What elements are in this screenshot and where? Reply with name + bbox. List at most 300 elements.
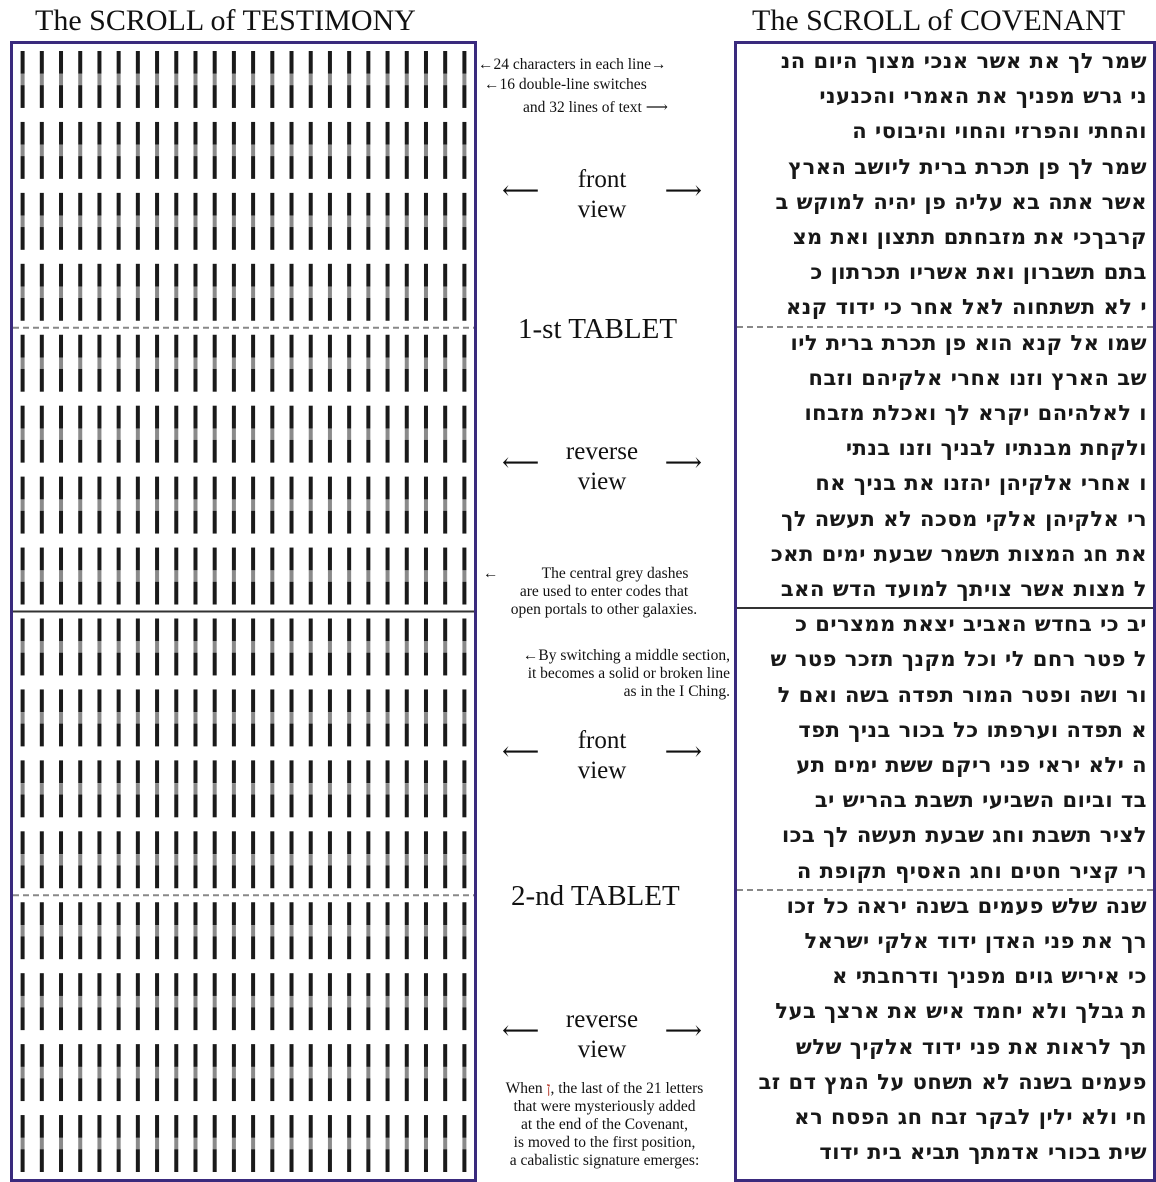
switch-grey-dash — [97, 783, 101, 794]
switch-bar — [59, 902, 63, 925]
switch-grey-dash — [40, 358, 44, 369]
switch-bar — [386, 973, 390, 996]
note-lines — [523, 99, 668, 117]
switch-bar — [232, 477, 236, 500]
switch-bar — [443, 227, 447, 250]
switch-bar — [251, 831, 255, 854]
switch-grey-dash — [328, 1138, 332, 1149]
switch-grey-dash — [174, 1067, 178, 1078]
switch-grey-dash — [40, 1138, 44, 1149]
switch-bar — [328, 902, 332, 925]
switch-grey-dash — [328, 145, 332, 156]
switch-grey-dash — [40, 783, 44, 794]
switch-grey-dash — [386, 1138, 390, 1149]
switch-bar — [251, 973, 255, 996]
switch-grey-dash — [174, 216, 178, 227]
switch-bar — [117, 548, 121, 571]
switch-grey-dash — [462, 499, 466, 510]
switch-bar — [232, 440, 236, 463]
switch-grey-dash — [155, 783, 159, 794]
switch-bar — [78, 1149, 82, 1172]
switch-bar — [366, 653, 370, 676]
switch-bar — [443, 760, 447, 783]
switch-bar — [290, 831, 294, 854]
switch-grey-dash — [386, 499, 390, 510]
switch-bar — [78, 724, 82, 747]
note-characters — [478, 56, 667, 74]
switch-bar — [270, 653, 274, 676]
switch-bar — [290, 1115, 294, 1138]
switch-bar — [328, 1115, 332, 1138]
switch-bar — [21, 760, 25, 783]
switch-grey-dash — [270, 145, 274, 156]
switch-bar — [59, 298, 63, 321]
switch-bar — [40, 936, 44, 959]
switch-bar — [40, 619, 44, 642]
switch-bar — [386, 1044, 390, 1067]
switch-grey-dash — [40, 925, 44, 936]
switch-bar — [328, 298, 332, 321]
switch-bar — [40, 795, 44, 818]
switch-grey-dash — [21, 925, 25, 936]
switch-bar — [462, 865, 466, 888]
switch-bar — [251, 689, 255, 712]
switch-bar — [213, 335, 217, 358]
switch-bar — [328, 1078, 332, 1101]
switch-bar — [366, 865, 370, 888]
switch-bar — [462, 619, 466, 642]
switch-bar — [347, 1115, 351, 1138]
switch-bar — [59, 865, 63, 888]
switch-bar — [462, 264, 466, 287]
switch-bar — [136, 369, 140, 392]
switch-bar — [78, 1115, 82, 1138]
switch-bar — [59, 335, 63, 358]
switch-bar — [232, 156, 236, 179]
switch-bar — [328, 156, 332, 179]
switch-bar — [97, 760, 101, 783]
switch-bar — [117, 122, 121, 145]
switch-bar — [347, 724, 351, 747]
switch-bar — [270, 936, 274, 959]
switch-bar — [366, 156, 370, 179]
switch-bar — [462, 1078, 466, 1101]
switch-bar — [290, 264, 294, 287]
switch-grey-dash — [117, 74, 121, 85]
switch-bar — [290, 85, 294, 108]
switch-grey-dash — [347, 499, 351, 510]
switch-grey-dash — [78, 712, 82, 723]
switch-grey-dash — [40, 570, 44, 581]
switch-grey-dash — [309, 358, 313, 369]
switch-bar — [155, 335, 159, 358]
view-word: view — [577, 196, 627, 223]
switch-bar — [270, 582, 274, 605]
switch-bar — [232, 1115, 236, 1138]
switch-bar — [424, 85, 428, 108]
switch-grey-dash — [290, 641, 294, 652]
covenant-text-line: בד וביום השביעי תשבת בהריש יב — [814, 788, 1147, 813]
switch-bar — [347, 1044, 351, 1067]
switch-grey-dash — [328, 996, 332, 1007]
switch-bar — [97, 1044, 101, 1067]
switch-grey-dash — [97, 358, 101, 369]
switch-grey-dash — [405, 499, 409, 510]
switch-bar — [232, 511, 236, 534]
switch-bar — [290, 795, 294, 818]
switch-bar — [97, 936, 101, 959]
switch-grey-dash — [328, 74, 332, 85]
switch-grey-dash — [405, 74, 409, 85]
switch-bar — [155, 653, 159, 676]
switch-bar — [193, 724, 197, 747]
switch-bar — [78, 511, 82, 534]
switch-bar — [136, 511, 140, 534]
switch-grey-dash — [251, 783, 255, 794]
switch-bar — [174, 1007, 178, 1030]
switch-bar — [78, 902, 82, 925]
switch-bar — [386, 902, 390, 925]
switch-bar — [136, 51, 140, 74]
switch-bar — [136, 1115, 140, 1138]
switch-bar — [347, 298, 351, 321]
switch-bar — [309, 1044, 313, 1067]
switch-grey-dash — [462, 641, 466, 652]
switch-bar — [21, 440, 25, 463]
switch-bar — [193, 298, 197, 321]
switch-bar — [290, 477, 294, 500]
switch-grey-dash — [59, 783, 63, 794]
switch-grey-dash — [21, 216, 25, 227]
switch-bar — [462, 227, 466, 250]
switch-bar — [366, 298, 370, 321]
switch-grey-dash — [59, 712, 63, 723]
switch-bar — [424, 511, 428, 534]
switch-grey-dash — [136, 358, 140, 369]
switch-grey-dash — [462, 712, 466, 723]
switch-bar — [21, 724, 25, 747]
switch-bar — [366, 264, 370, 287]
switch-grey-dash — [21, 712, 25, 723]
switch-grey-dash — [347, 925, 351, 936]
switch-bar — [462, 193, 466, 216]
switch-grey-dash — [328, 1067, 332, 1078]
switch-grey-dash — [97, 641, 101, 652]
switch-grey-dash — [462, 216, 466, 227]
switch-grey-dash — [424, 712, 428, 723]
switch-bar — [232, 689, 236, 712]
switch-bar — [97, 156, 101, 179]
covenant-text-line: ל מצות אשר צויתך למועד הדש האב — [780, 577, 1147, 601]
switch-bar — [136, 193, 140, 216]
covenant-text-line: כי איריש גוים מפניך ודרחבתי א — [832, 964, 1147, 989]
switch-bar — [405, 85, 409, 108]
switch-grey-dash — [97, 996, 101, 1007]
switch-bar — [328, 264, 332, 287]
switch-bar — [366, 760, 370, 783]
switch-bar — [424, 51, 428, 74]
switch-bar — [424, 865, 428, 888]
switch-bar — [193, 264, 197, 287]
switch-bar — [251, 156, 255, 179]
switch-grey-dash — [193, 74, 197, 85]
switch-grey-dash — [424, 1067, 428, 1078]
switch-bar — [347, 936, 351, 959]
switch-bar — [97, 440, 101, 463]
switch-bar — [40, 724, 44, 747]
switch-bar — [193, 51, 197, 74]
switch-bar — [251, 1044, 255, 1067]
switch-grey-dash — [136, 570, 140, 581]
switch-bar — [213, 689, 217, 712]
switch-bar — [40, 548, 44, 571]
switch-bar — [328, 689, 332, 712]
switch-bar — [443, 582, 447, 605]
switch-bar — [193, 440, 197, 463]
switch-bar — [78, 760, 82, 783]
switch-grey-dash — [405, 428, 409, 439]
covenant-text-line: רי קציר חטים וחג האסיף תקופת ה — [796, 858, 1147, 883]
switch-bar — [462, 724, 466, 747]
switch-bar — [40, 902, 44, 925]
switch-bar — [366, 936, 370, 959]
switch-bar — [347, 795, 351, 818]
switch-grey-dash — [21, 74, 25, 85]
covenant-text-line: י לא תשתחוה לאל אחר כי ידוד קנא — [785, 295, 1147, 320]
switch-bar — [309, 193, 313, 216]
switch-grey-dash — [155, 1138, 159, 1149]
right-arrow-icon: ⟶ — [645, 99, 668, 116]
switch-grey-dash — [40, 499, 44, 510]
switch-grey-dash — [270, 1138, 274, 1149]
switch-grey-dash — [21, 854, 25, 865]
switch-bar — [251, 653, 255, 676]
switch-bar — [443, 122, 447, 145]
switch-grey-dash — [174, 854, 178, 865]
switch-bar — [97, 795, 101, 818]
switch-bar — [309, 122, 313, 145]
switch-bar — [347, 156, 351, 179]
switch-grey-dash — [59, 996, 63, 1007]
switch-grey-dash — [270, 570, 274, 581]
switch-grey-dash — [21, 996, 25, 1007]
switch-grey-dash — [21, 1138, 25, 1149]
switch-bar — [136, 865, 140, 888]
switch-bar — [193, 548, 197, 571]
tablet-divider — [737, 607, 1153, 609]
switch-bar — [462, 511, 466, 534]
switch-bar — [290, 1078, 294, 1101]
switch-bar — [270, 406, 274, 429]
switch-bar — [405, 477, 409, 500]
switch-bar — [174, 298, 178, 321]
switch-grey-dash — [462, 783, 466, 794]
switch-bar — [366, 193, 370, 216]
switch-bar — [366, 1078, 370, 1101]
switch-grey-dash — [136, 1067, 140, 1078]
switch-bar — [366, 227, 370, 250]
switch-bar — [155, 689, 159, 712]
switch-bar — [270, 264, 274, 287]
switch-bar — [386, 335, 390, 358]
switch-grey-dash — [366, 216, 370, 227]
switch-bar — [347, 653, 351, 676]
switch-bar — [328, 760, 332, 783]
switch-grey-dash — [117, 499, 121, 510]
switch-bar — [443, 369, 447, 392]
switch-grey-dash — [232, 570, 236, 581]
switch-grey-dash — [251, 712, 255, 723]
switch-bar — [270, 795, 274, 818]
switch-grey-dash — [366, 1138, 370, 1149]
switch-grey-dash — [232, 287, 236, 298]
view-word: view — [577, 1036, 627, 1063]
switch-bar — [443, 902, 447, 925]
switch-bar — [462, 335, 466, 358]
switch-grey-dash — [386, 74, 390, 85]
switch-bar — [174, 264, 178, 287]
switch-grey-dash — [290, 216, 294, 227]
switch-bar — [424, 440, 428, 463]
switch-bar — [40, 193, 44, 216]
left-arrow-icon: ⟵ — [502, 448, 540, 477]
switch-bar — [347, 122, 351, 145]
switch-bar — [366, 689, 370, 712]
covenant-text-line: ני גרש מפניך את האמרי והכנעני — [819, 84, 1147, 109]
switch-bar — [213, 548, 217, 571]
switch-bar — [213, 619, 217, 642]
switch-bar — [97, 335, 101, 358]
switch-bar — [232, 760, 236, 783]
switch-bar — [386, 1007, 390, 1030]
switch-grey-dash — [40, 641, 44, 652]
switch-bar — [386, 51, 390, 74]
switch-bar — [328, 51, 332, 74]
switch-bar — [232, 653, 236, 676]
switch-bar — [366, 85, 370, 108]
switch-grey-dash — [213, 1138, 217, 1149]
switch-bar — [193, 335, 197, 358]
switch-bar — [328, 85, 332, 108]
switch-bar — [97, 724, 101, 747]
switch-grey-dash — [213, 499, 217, 510]
switch-bar — [155, 902, 159, 925]
switch-grey-dash — [309, 74, 313, 85]
switch-bar — [213, 227, 217, 250]
switch-grey-dash — [136, 925, 140, 936]
switch-grey-dash — [232, 996, 236, 1007]
switch-grey-dash — [443, 287, 447, 298]
switch-grey-dash — [232, 1067, 236, 1078]
switch-bar — [117, 795, 121, 818]
switch-grey-dash — [155, 925, 159, 936]
switch-grey-dash — [232, 712, 236, 723]
switch-bar — [309, 511, 313, 534]
switch-grey-dash — [347, 287, 351, 298]
switch-bar — [136, 156, 140, 179]
switch-grey-dash — [117, 712, 121, 723]
switch-bar — [386, 653, 390, 676]
reverse-view-label-1 — [492, 437, 712, 497]
switch-grey-dash — [251, 570, 255, 581]
right-arrow-icon: → — [651, 56, 667, 73]
switch-bar — [40, 85, 44, 108]
switch-grey-dash — [59, 145, 63, 156]
switch-bar — [386, 406, 390, 429]
switch-grey-dash — [40, 428, 44, 439]
switch-bar — [117, 1044, 121, 1067]
note-when-line4: is moved to the first position, — [513, 1134, 696, 1151]
note-when-line5: a cabalistic signature emerges: — [509, 1152, 700, 1169]
switch-bar — [443, 724, 447, 747]
switch-bar — [405, 298, 409, 321]
switch-grey-dash — [174, 358, 178, 369]
switch-grey-dash — [309, 854, 313, 865]
switch-grey-dash — [193, 145, 197, 156]
switch-bar — [270, 511, 274, 534]
switch-bar — [366, 1007, 370, 1030]
switch-bar — [251, 619, 255, 642]
switch-bar — [386, 936, 390, 959]
switch-bar — [40, 440, 44, 463]
switch-grey-dash — [117, 287, 121, 298]
switch-bar — [193, 936, 197, 959]
switch-bar — [328, 440, 332, 463]
switch-bar — [290, 653, 294, 676]
switch-bar — [59, 406, 63, 429]
switch-bar — [117, 973, 121, 996]
switch-bar — [290, 51, 294, 74]
switch-bar — [270, 477, 274, 500]
switch-bar — [328, 548, 332, 571]
switch-bar — [97, 193, 101, 216]
covenant-text-line: שנה שלש פעמים בשנה יראה כל זכו — [786, 893, 1147, 918]
switch-bar — [290, 511, 294, 534]
switch-grey-dash — [424, 996, 428, 1007]
switch-bar — [366, 477, 370, 500]
switch-bar — [117, 831, 121, 854]
switch-grey-dash — [290, 925, 294, 936]
note-switching-line1: By switching a middle section, — [538, 647, 730, 664]
switch-bar — [97, 227, 101, 250]
switch-bar — [193, 653, 197, 676]
switch-grey-dash — [290, 74, 294, 85]
switch-bar — [21, 689, 25, 712]
switch-bar — [78, 335, 82, 358]
switch-bar — [309, 973, 313, 996]
switch-bar — [424, 122, 428, 145]
switch-bar — [270, 1078, 274, 1101]
reverse-view-label-2 — [492, 1005, 712, 1065]
switch-bar — [270, 85, 274, 108]
switch-grey-dash — [232, 854, 236, 865]
switch-bar — [232, 298, 236, 321]
switch-bar — [193, 122, 197, 145]
switch-bar — [347, 548, 351, 571]
switch-bar — [78, 440, 82, 463]
switch-bar — [462, 122, 466, 145]
switch-bar — [290, 369, 294, 392]
switch-bar — [232, 582, 236, 605]
switch-bar — [309, 582, 313, 605]
first-tablet-label: 1-st TABLET — [518, 313, 678, 345]
switch-bar — [347, 902, 351, 925]
switch-bar — [78, 865, 82, 888]
switch-grey-dash — [270, 854, 274, 865]
switch-grey-dash — [97, 1138, 101, 1149]
covenant-text-line: בתם תשברון ואת אשריו תכרתון כ — [810, 260, 1147, 285]
covenant-text-line: לציר תשבת וחג שבעת תעשה לך בכו — [781, 823, 1147, 848]
